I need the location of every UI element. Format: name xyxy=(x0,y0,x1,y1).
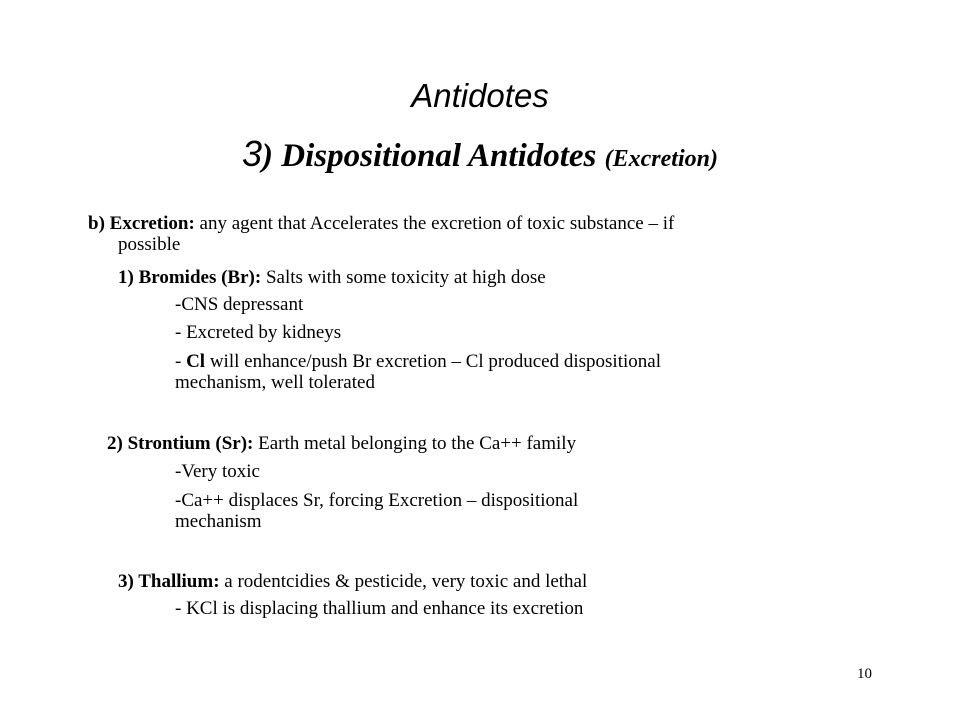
intro-label: b) Excretion: xyxy=(88,213,195,234)
subpoint-prefix: - xyxy=(175,351,187,372)
item-label: 3) Thallium: xyxy=(118,571,220,592)
subtitle-main: Dispositional Antidotes xyxy=(273,138,605,174)
subpoint-text: will enhance/push Br excretion – Cl produced dispositional xyxy=(205,351,661,372)
item-label: 1) Bromides (Br): xyxy=(118,267,262,288)
item-label: 2) Strontium (Sr): xyxy=(107,433,254,454)
intro-text: any agent that Accelerates the excretion of toxic substance – if xyxy=(194,213,675,234)
page-number: 10 xyxy=(857,666,872,682)
item-text: a rodentcidies & pesticide, very toxic and lethal xyxy=(219,571,588,592)
subpoint: -CNS depressant xyxy=(175,294,304,315)
subpoint-line-1: -Ca++ displaces Sr, forcing Excretion – dispositional xyxy=(175,490,579,511)
intro-line-2: possible xyxy=(118,234,181,255)
item-thallium xyxy=(118,571,587,592)
item-text: Salts with some toxicity at high dose xyxy=(261,267,546,288)
subtitle-excretion: (Excretion) xyxy=(604,146,718,172)
slide-subtitle xyxy=(0,132,960,184)
subpoint-bold-cl: Cl xyxy=(186,351,206,372)
item-strontium xyxy=(107,433,576,454)
subpoint-line-2: mechanism, well tolerated xyxy=(175,372,375,393)
subpoint: - Excreted by kidneys xyxy=(175,322,342,343)
item-bromides xyxy=(118,267,546,288)
intro-line-1 xyxy=(88,213,674,234)
subpoint-line-1 xyxy=(175,351,661,372)
item-text: Earth metal belonging to the Ca++ family xyxy=(253,433,577,454)
subtitle-paren: ) xyxy=(262,138,274,174)
slide-title: Antidotes xyxy=(411,77,549,114)
subtitle-number: 3 xyxy=(242,133,263,174)
subpoint: - KCl is displacing thallium and enhance its excretion xyxy=(175,598,584,619)
subpoint-line-2: mechanism xyxy=(175,511,262,532)
subpoint: -Very toxic xyxy=(175,461,260,482)
